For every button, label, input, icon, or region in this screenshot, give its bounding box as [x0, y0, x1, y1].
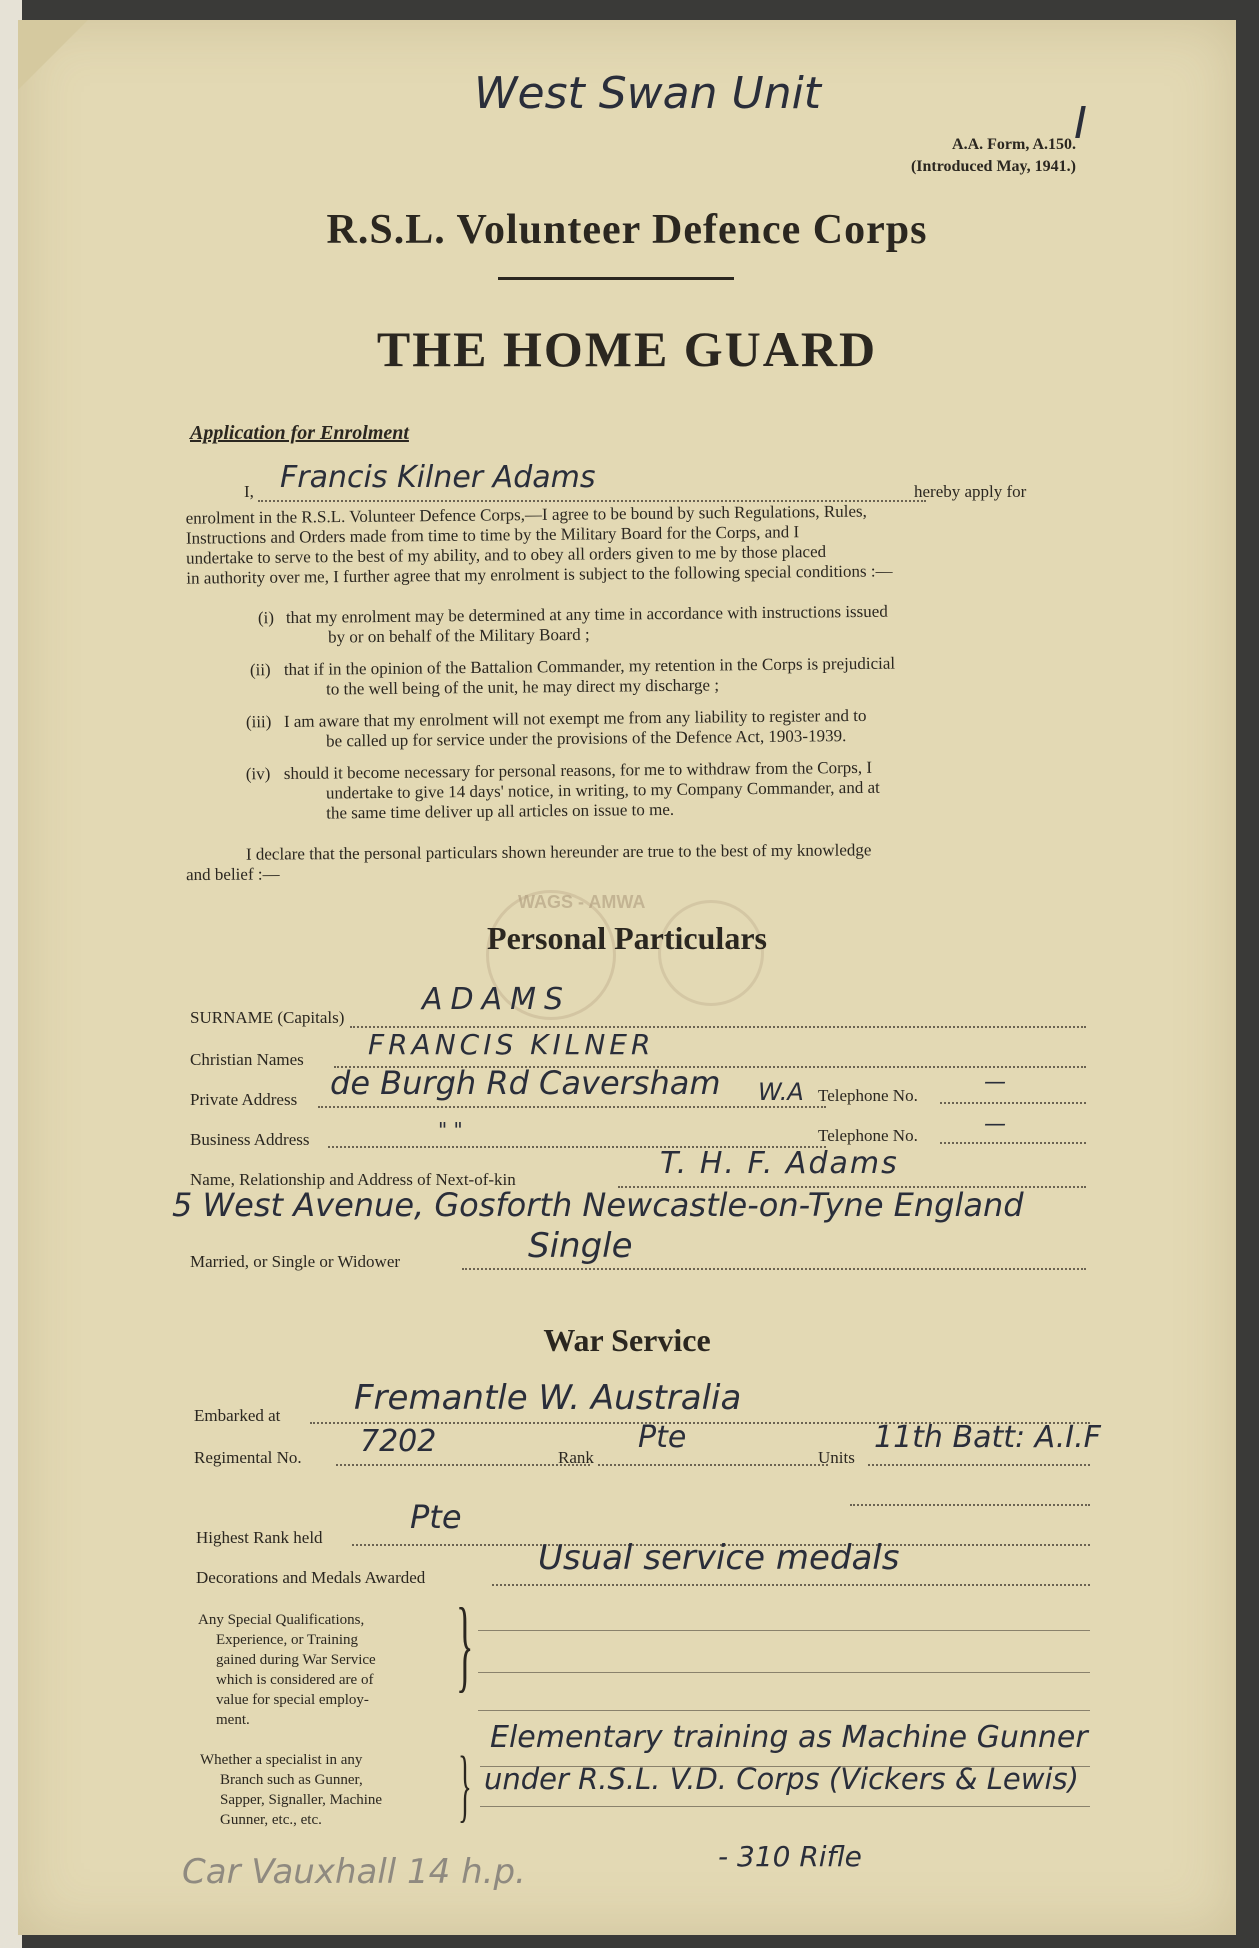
rank-value: Pte: [638, 1420, 687, 1455]
private-address-label: Private Address: [190, 1090, 298, 1109]
war-service-heading: War Service: [543, 1322, 711, 1358]
private-address-line: [318, 1106, 826, 1108]
label-line: gained during War Service: [216, 1652, 376, 1668]
private-address-value: de Burgh Rd Caversham: [330, 1064, 721, 1102]
label-line: value for special employ-: [216, 1692, 369, 1708]
application-heading: Application for Enrolment: [190, 422, 409, 444]
label-line: ment.: [216, 1712, 250, 1728]
embarked-label: Embarked at: [194, 1406, 281, 1425]
agreement-paragraph: [186, 499, 1077, 588]
telephone-value: —: [984, 1070, 1006, 1095]
form-introduced-date: (Introduced May, 1941.): [910, 158, 1076, 175]
condition-iv: [246, 756, 1079, 829]
condition-text: be called up for service under the provisions of the Defence Act, 1903-1939.: [325, 726, 847, 751]
rank-label: Rank: [558, 1448, 594, 1467]
marital-status-line: [462, 1268, 1086, 1270]
applicant-name: Francis Kilner Adams: [280, 460, 596, 495]
top-handwritten-note: West Swan Unit: [474, 68, 822, 119]
special-qualifications-line: [478, 1710, 1090, 1711]
next-of-kin-address: 5 West Avenue, Gosforth Newcastle-on-Tyne England: [172, 1186, 1024, 1224]
label-line: Experience, or Training: [216, 1632, 359, 1648]
form-reference: [911, 134, 1076, 178]
condition-text: by or on behalf of the Military Board ;: [327, 624, 590, 647]
condition-text: that my enrolment may be determined at any time in accordance with instructions issued: [285, 601, 888, 628]
next-of-kin-name: T. H. F. Adams: [660, 1146, 899, 1181]
units-label: Units: [818, 1448, 855, 1467]
label-line: Sapper, Signaller, Machine: [220, 1792, 383, 1808]
next-of-kin-label: Name, Relationship and Address of Next-of-kin: [190, 1170, 516, 1189]
telephone-label: Telephone No.: [818, 1086, 918, 1105]
label-line: Any Special Qualifications,: [198, 1612, 365, 1628]
form-number: A.A. Form, A.150.: [952, 136, 1076, 153]
agreement-line: in authority over me, I further agree that my enrolment is subject to the following special conditions :—: [186, 561, 893, 588]
rank-line: [598, 1464, 828, 1466]
condition-number: (i): [257, 608, 275, 628]
folded-corner: [18, 20, 88, 90]
special-qualifications-line: [478, 1672, 1090, 1673]
christian-names-value: FRANCIS KILNER: [368, 1028, 655, 1061]
applicant-prefix: I,: [244, 482, 254, 501]
decorations-line: [492, 1584, 1090, 1586]
condition-iii: [246, 704, 1078, 757]
embarked-value: Fremantle W. Australia: [354, 1378, 742, 1418]
label-line: Branch such as Gunner,: [220, 1772, 363, 1788]
surname-label: SURNAME (Capitals): [190, 1008, 345, 1027]
specialist-label: [200, 1750, 382, 1830]
condition-i: [258, 600, 1078, 653]
condition-text: to the well being of the unit, he may direct my discharge ;: [325, 675, 720, 699]
declaration-line: and belief :—: [186, 864, 280, 885]
surname-value: ADAMS: [422, 982, 572, 1017]
special-qualifications-line: [478, 1630, 1090, 1631]
label-line: Gunner, etc., etc.: [220, 1812, 322, 1828]
decorations-label: Decorations and Medals Awarded: [196, 1568, 426, 1587]
personal-particulars-heading: Personal Particulars: [487, 920, 767, 956]
condition-text: undertake to give 14 days' notice, in writing, to my Company Commander, and at: [325, 777, 880, 803]
units-extra-line: [850, 1504, 1090, 1506]
form-title: R.S.L. Volunteer Defence Corps: [326, 207, 928, 253]
specialist-line: [480, 1806, 1090, 1807]
declaration-line: I declare that the personal particulars shown hereunder are true to the best of my knowledge: [245, 840, 872, 864]
private-address-state: W.A: [758, 1078, 804, 1106]
label-line: Whether a specialist in any: [200, 1752, 363, 1768]
specialist-value-line1: Elementary training as Machine Gunner: [490, 1720, 1088, 1755]
regimental-number-line: [336, 1464, 590, 1466]
condition-text: I am aware that my enrolment will not exempt me from any liability to register and to: [283, 705, 867, 731]
highest-rank-label: Highest Rank held: [196, 1528, 323, 1547]
condition-text: the same time deliver up all articles on issue to me.: [326, 799, 675, 823]
business-address-label: Business Address: [190, 1130, 310, 1149]
marital-status-label: Married, or Single or Widower: [190, 1252, 401, 1271]
stamp-lettering: WAGS - AMWA: [518, 892, 646, 912]
title-divider: [498, 277, 734, 280]
marital-status-value: Single: [528, 1226, 633, 1266]
regimental-number-label: Regimental No.: [194, 1448, 302, 1467]
units-line: [868, 1464, 1090, 1466]
highest-rank-value: Pte: [410, 1498, 462, 1536]
regimental-number-value: 7202: [360, 1424, 437, 1459]
condition-number: (ii): [249, 660, 271, 680]
car-pencil-note: Car Vauxhall 14 h.p.: [182, 1852, 526, 1892]
form-subtitle: THE HOME GUARD: [376, 321, 878, 377]
special-qualifications-label: [198, 1610, 376, 1730]
units-value: 11th Batt: A.I.F: [874, 1420, 1101, 1455]
agreement-line: Instructions and Orders made from time to time by the Military Board for the Corps, and I: [185, 522, 800, 548]
condition-ii: [250, 652, 1078, 705]
special-qualifications-brace: }: [456, 1587, 474, 1702]
business-telephone-value: —: [984, 1112, 1006, 1137]
rifle-note: - 310 Rifle: [718, 1840, 862, 1873]
business-address-value: " ": [438, 1118, 463, 1142]
business-telephone-line: [940, 1142, 1086, 1144]
christian-names-label: Christian Names: [190, 1050, 304, 1069]
telephone-line: [940, 1102, 1086, 1104]
enrolment-form-page: [18, 20, 1236, 1935]
business-telephone-label: Telephone No.: [818, 1126, 918, 1145]
condition-number: (iii): [245, 712, 272, 732]
agreement-line: undertake to serve to the best of my ability, and to obey all orders given to me by those placed: [186, 541, 827, 568]
specialist-value-line2: under R.S.L. V.D. Corps (Vickers & Lewis): [484, 1762, 1079, 1796]
condition-text: should it become necessary for personal reasons, for me to withdraw from the Corps, I: [283, 757, 873, 783]
specialist-brace: }: [458, 1739, 472, 1830]
declaration: [186, 839, 1076, 885]
agreement-line: enrolment in the R.S.L. Volunteer Defence Corps,—I agree to be bound by such Regulations, Rules,: [185, 501, 867, 528]
condition-number: (iv): [245, 764, 271, 784]
condition-text: that if in the opinion of the Battalion Commander, my retention in the Corps is prejudicial: [283, 653, 896, 679]
decorations-value: Usual service medals: [538, 1538, 900, 1578]
label-line: which is considered are of: [216, 1672, 374, 1688]
apply-text: hereby apply for: [914, 482, 1027, 501]
corner-handwritten-mark: I: [1074, 98, 1087, 149]
